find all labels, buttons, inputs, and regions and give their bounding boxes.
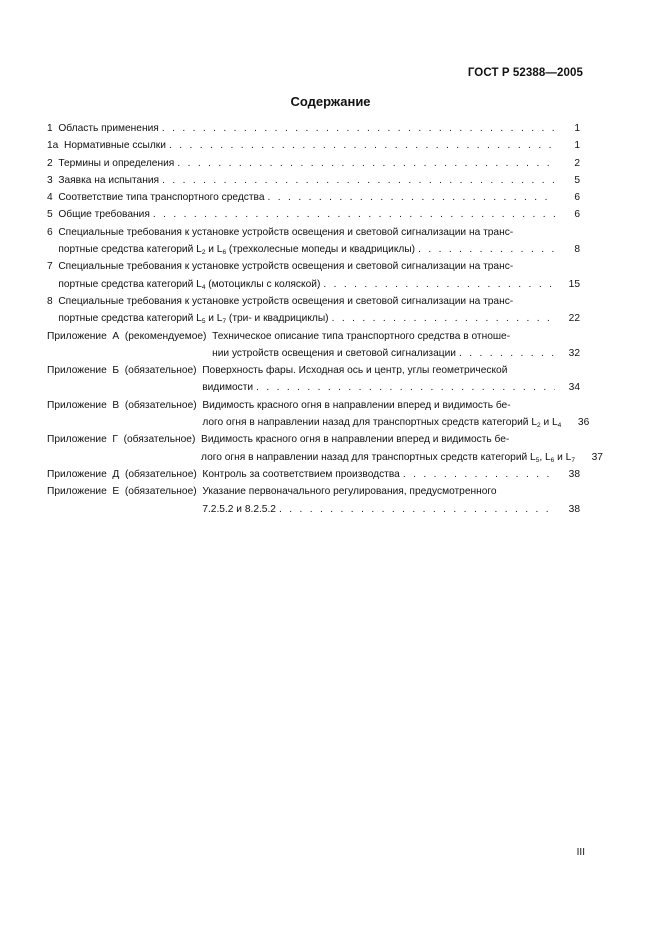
toc-entry-title: портные средства категорий $L_5$ и $L_7$ (три- и квадрициклы) [58, 313, 329, 326]
toc-entry[interactable] [47, 483, 580, 518]
toc-entry-title-line: Специальные требования к установке устройств освещения и световой сигнализации на транс- [58, 295, 514, 307]
toc-entry-title: Заявка на испытания [58, 174, 160, 186]
dot-leader [162, 120, 555, 137]
toc-entry-title-line: Поверхность фары. Исходная ось и центр, углы геометрической [202, 365, 508, 377]
toc-entry-title: видимости [202, 382, 254, 394]
toc-entry[interactable] [47, 206, 580, 223]
dot-leader [323, 276, 555, 293]
page-number: III [576, 847, 585, 858]
dot-leader [279, 501, 555, 518]
toc-entry-title-line: Техническое описание типа транспортного средства в отноше- [212, 330, 511, 342]
toc-entry-page: 38 [568, 503, 580, 515]
toc-entry-page: 5 [574, 174, 580, 186]
dot-leader [332, 310, 555, 327]
toc-entry-title: Общие требования [58, 209, 150, 221]
toc-entry[interactable] [47, 362, 580, 397]
dot-leader [403, 466, 555, 483]
toc-entry-number: Приложение Б (обязательное) [47, 365, 203, 377]
toc-entry-number: Приложение Г (обязательное) [47, 434, 202, 446]
toc-entry-number: Приложение В (обязательное) [47, 399, 203, 411]
toc-entry[interactable] [47, 120, 580, 137]
toc-entry-title-line: Специальные требования к установке устройств освещения и световой сигнализации на транс- [58, 226, 514, 238]
toc-entry[interactable] [47, 189, 580, 206]
toc-entry[interactable] [47, 397, 590, 432]
toc-entry-number: 4 [47, 192, 59, 204]
dot-leader [268, 189, 555, 206]
dot-leader [153, 206, 555, 223]
toc-entry-page: 1 [574, 123, 580, 134]
toc-entry-title: портные средства категорий $L_2$ и $L_6$ (трехколесные мопеды и квадрициклы) [58, 244, 416, 257]
dot-leader [459, 345, 555, 362]
dot-leader [256, 379, 555, 396]
toc-entry-page: 37 [591, 451, 603, 463]
toc-entry-page: 32 [568, 347, 580, 359]
toc-entry[interactable] [47, 258, 580, 293]
toc-entry-page: 6 [574, 209, 580, 221]
toc-entry-number: Приложение Е (обязательное) [47, 486, 203, 498]
toc-entry[interactable] [47, 224, 580, 259]
toc-entry-page: 36 [577, 417, 590, 429]
toc-entry-page: 2 [574, 157, 580, 169]
toc-entry-title: Термины и определения [58, 157, 175, 169]
dot-leader [162, 172, 555, 189]
toc-entry-number: 2 [47, 157, 59, 169]
toc-entry-number: 1 [47, 123, 59, 134]
toc-entry-title: нии устройств освещения и световой сигнализации [212, 347, 456, 359]
toc-entry-number: 1а [47, 140, 64, 152]
toc-entry[interactable] [47, 466, 580, 483]
toc-entry-number: 5 [47, 209, 59, 221]
toc-entry-number: Приложение А (рекомендуемое) [47, 330, 213, 342]
toc-entry-title: лого огня в направлении назад для транспортных средств категорий $L_2$ и $L_4$ [202, 417, 562, 430]
toc-entry[interactable] [47, 293, 580, 328]
toc-entry[interactable] [47, 328, 580, 363]
toc-entry-title: Область применения [58, 123, 159, 134]
toc-entry-title: портные средства категорий $L_4$ (мотоциклы с коляской) [58, 278, 321, 291]
toc-entry[interactable] [47, 155, 580, 172]
toc-entry-title: Нормативные ссылки [64, 140, 166, 152]
toc-entry-page: 1 [574, 140, 580, 152]
toc-entry-page: 38 [568, 468, 580, 480]
toc-entry[interactable] [47, 431, 603, 466]
toc-entry-page: 22 [568, 313, 580, 325]
toc-entry[interactable] [47, 172, 580, 189]
toc-entry-number: Приложение Д (обязательное) [47, 468, 203, 480]
dot-leader [169, 137, 555, 154]
toc-entry-number: 3 [47, 174, 59, 186]
toc-entry-page: 15 [568, 278, 580, 290]
toc-entry-title: лого огня в направлении назад для транспортных средств категорий $L_5$, $L_6$ и $L_7$ [201, 451, 575, 464]
toc-entry-title-line: Специальные требования к установке устройств освещения и световой сигнализации на транс- [58, 261, 514, 273]
toc-entry-page: 8 [574, 244, 580, 256]
page-title: Содержание [290, 94, 371, 109]
document-code: ГОСТ Р 52388—2005 [467, 67, 583, 79]
toc-entry-page: 34 [568, 382, 580, 394]
toc-entry[interactable] [47, 137, 580, 154]
toc-entry-page: 6 [574, 192, 580, 204]
toc-entry-number: 6 [47, 226, 59, 238]
toc-entry-title: Соответствие типа транспортного средства [58, 192, 265, 204]
dot-leader [418, 241, 555, 258]
toc-entry-number: 7 [47, 261, 59, 273]
toc-entry-number: 8 [47, 295, 59, 307]
toc-entry-title-line: Видимость красного огня в направлении вперед и видимость бе- [202, 399, 511, 411]
dot-leader [177, 155, 555, 172]
toc-entry-title-line: Видимость красного огня в направлении вперед и видимость бе- [201, 434, 510, 446]
toc-entry-title-line: Указание первоначального регулирования, предусмотренного [202, 486, 497, 498]
toc-entry-title: Контроль за соответствием производства [202, 468, 400, 480]
toc-entry-title: 7.2.5.2 и 8.2.5.2 [202, 503, 276, 515]
table-of-contents [47, 120, 603, 518]
